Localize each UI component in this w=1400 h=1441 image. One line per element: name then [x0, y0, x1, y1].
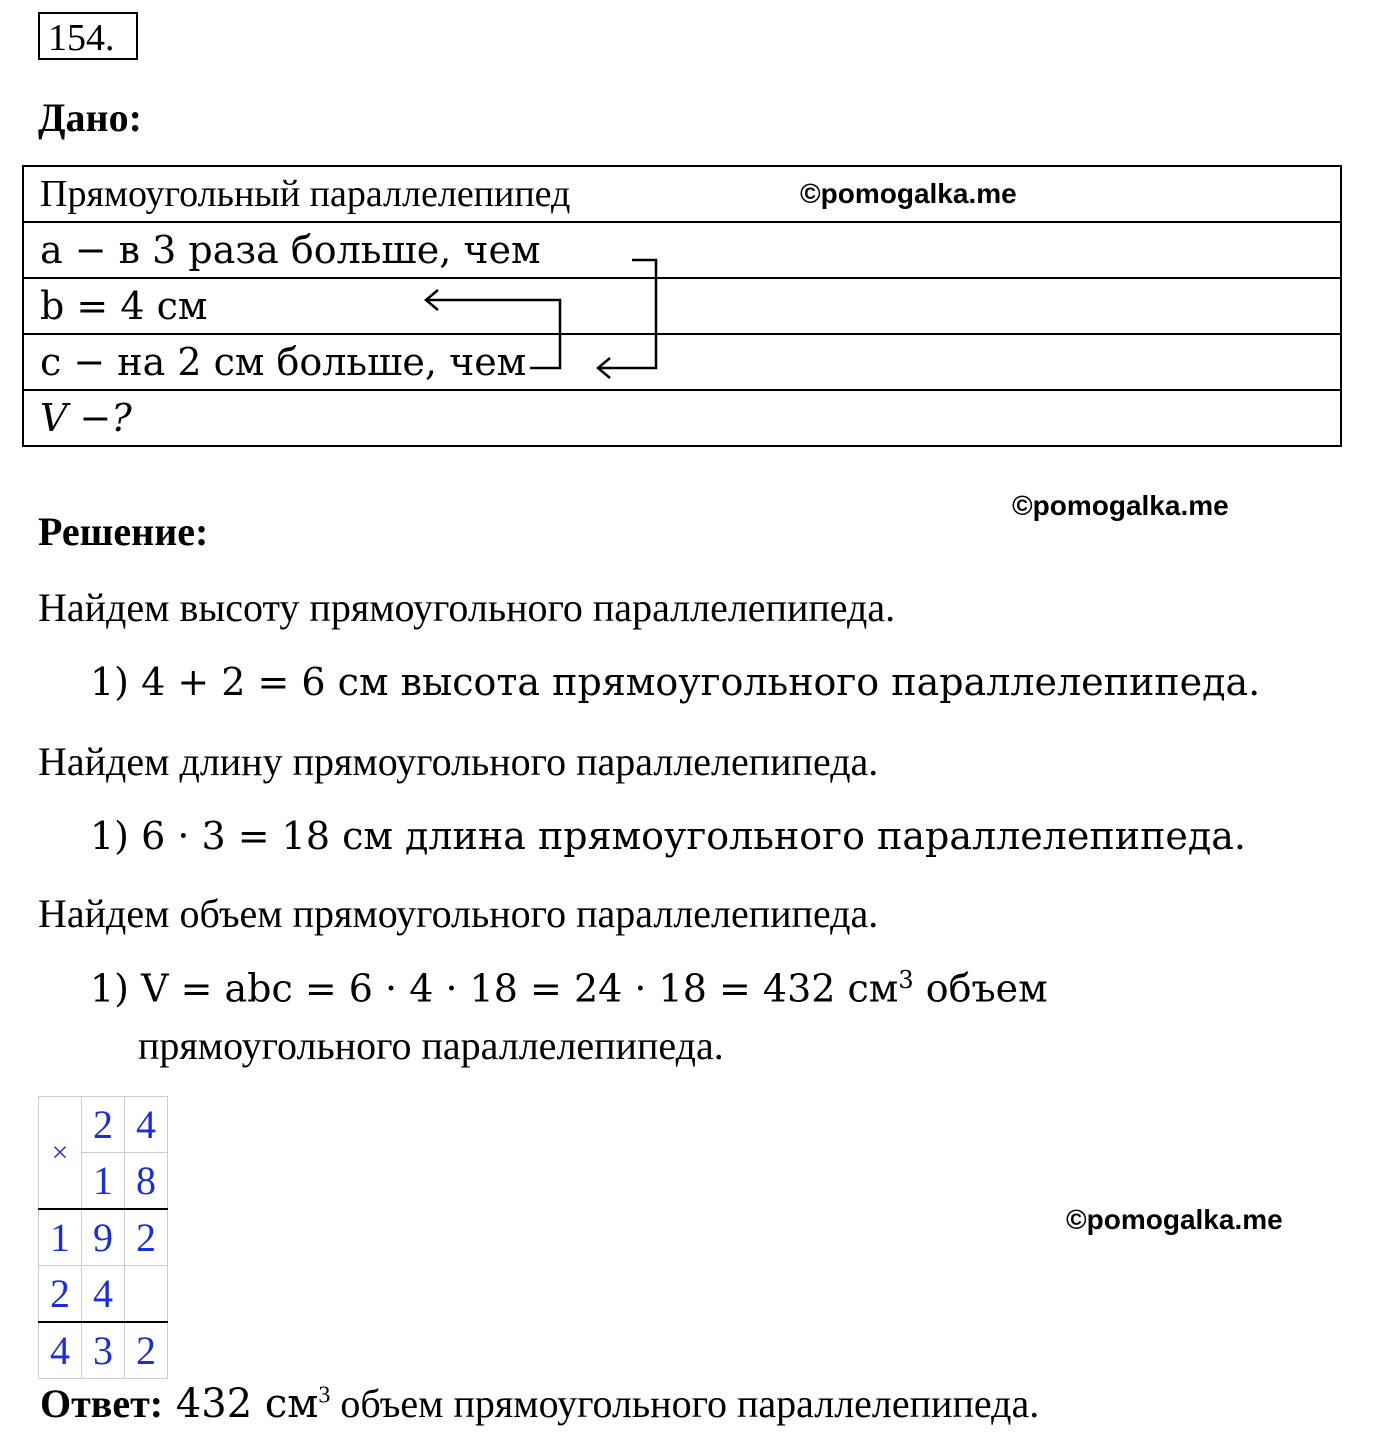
problem-number: 154.: [38, 12, 138, 60]
arrow-c-to-b: [426, 300, 560, 368]
mult-row: [39, 1097, 168, 1153]
step-calc-main: 1) V = abc = 6 · 4 · 18 = 24 · 18 = 432 см: [90, 966, 899, 1011]
step-calc-continuation: прямоугольного параллелепипеда.: [138, 1023, 724, 1068]
solution-heading: Решение:: [38, 509, 209, 554]
given-cell: b = 4 см: [23, 278, 1341, 334]
digit-cell: 3: [82, 1322, 125, 1379]
step-intro: Найдем длину прямоугольного параллелепипеда.: [38, 739, 879, 784]
given-cell: Прямоугольный параллелепипед: [23, 166, 1341, 222]
digit-cell: 1: [39, 1209, 82, 1266]
watermark: ©pomogalka.me: [800, 178, 1017, 209]
step-calc: [90, 966, 1048, 1011]
given-cell: c − на 2 см больше, чем: [23, 334, 1341, 390]
digit-cell: 2: [125, 1322, 168, 1379]
answer-value: 432 см: [163, 1381, 319, 1427]
digit-cell: 2: [82, 1097, 125, 1153]
mult-row: [39, 1322, 168, 1379]
step-intro: Найдем высоту прямоугольного параллелепипеда.: [38, 585, 896, 630]
digit-cell: 2: [125, 1209, 168, 1266]
answer-sup: 3: [318, 1382, 331, 1409]
relation-arrows: [0, 0, 1400, 460]
digit-cell: 8: [125, 1153, 168, 1210]
answer-text: объем прямоугольного параллелепипеда.: [330, 1381, 1040, 1426]
digit-cell: 4: [82, 1266, 125, 1323]
answer-line: [40, 1380, 1039, 1427]
mult-row: [39, 1209, 168, 1266]
cube-sup: 3: [898, 966, 914, 994]
digit-cell: [125, 1266, 168, 1323]
step-calc-tail: объем: [913, 966, 1048, 1011]
digit-cell: 4: [39, 1322, 82, 1379]
watermark: ©pomogalka.me: [1066, 1204, 1283, 1235]
digit-cell: 2: [39, 1266, 82, 1323]
step-calc: 1) 4 + 2 = 6 см высота прямоугольного параллелепипеда.: [90, 660, 1261, 704]
given-heading: Дано:: [38, 95, 142, 140]
column-multiplication: [38, 1096, 168, 1379]
digit-cell: 4: [125, 1097, 168, 1153]
multiply-sign: ×: [39, 1097, 82, 1210]
answer-label: Ответ:: [40, 1381, 164, 1426]
arrow-a-to-c: [600, 260, 656, 368]
step-calc: 1) 6 · 3 = 18 см длина прямоугольного параллелепипеда.: [90, 814, 1247, 858]
step-intro: Найдем объем прямоугольного параллелепипеда.: [38, 891, 879, 936]
digit-cell: 1: [82, 1153, 125, 1210]
digit-cell: 9: [82, 1209, 125, 1266]
mult-row: [39, 1266, 168, 1323]
given-cell: V −?: [23, 390, 1341, 446]
given-cell: a − в 3 раза больше, чем: [23, 222, 1341, 278]
watermark: ©pomogalka.me: [1012, 490, 1229, 521]
